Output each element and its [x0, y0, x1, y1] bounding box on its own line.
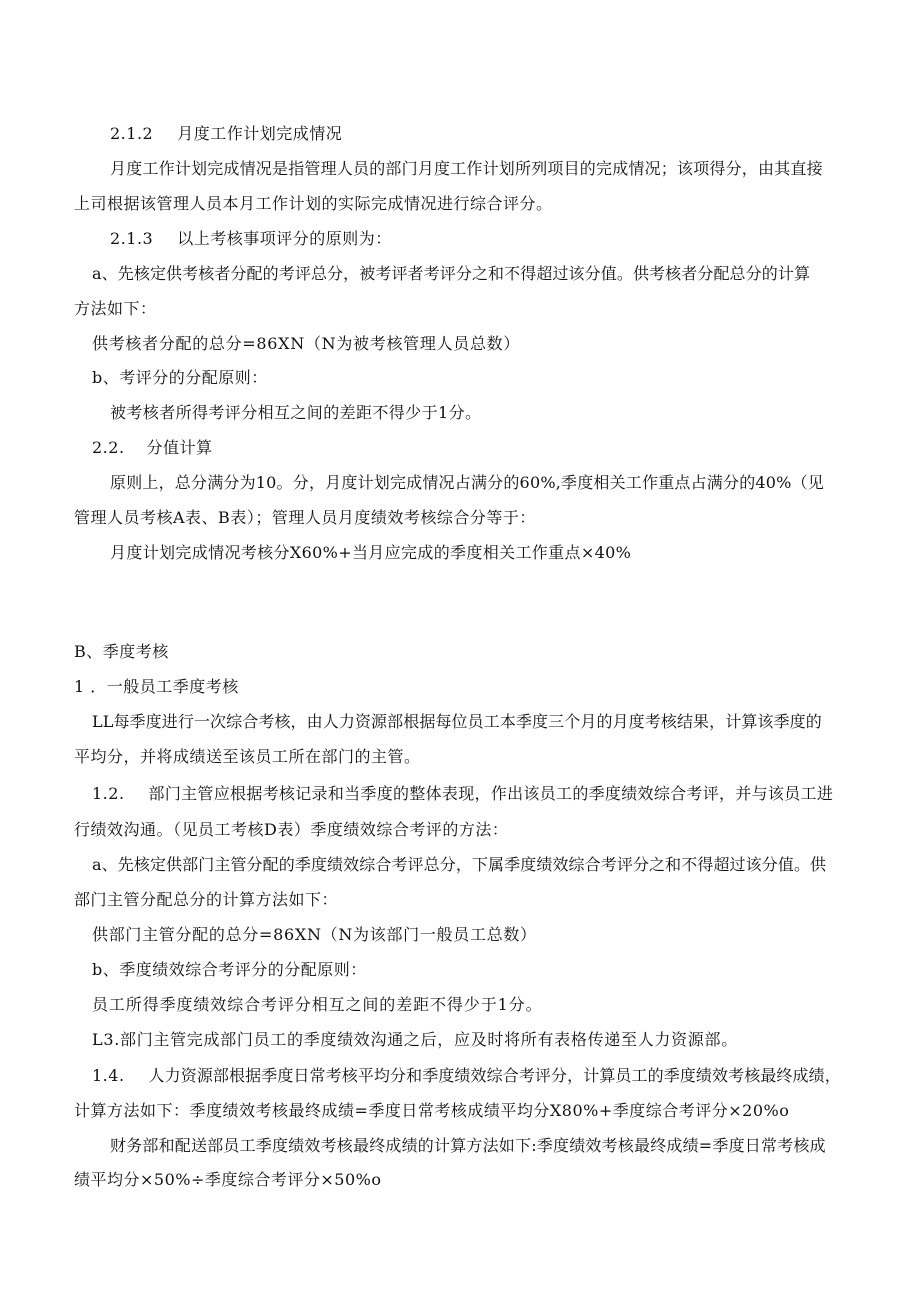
paragraph-line: a、先核定供部门主管分配的季度绩效综合考评总分，下属季度绩效综合考评分之和不得超过该分值。供: [92, 855, 827, 874]
paragraph-line: b、考评分的分配原则：: [92, 368, 268, 387]
paragraph-line: 原则上，总分满分为10。分，月度计划完成情况占满分的60%,季度相关工作重点占满分的40%（见: [110, 473, 824, 492]
section-heading: 以上考核事项评分的原则为：: [177, 229, 392, 248]
paragraph-line: [92, 1066, 841, 1086]
sub-title: 1 ．一般员工季度考核: [74, 677, 239, 696]
section-number: 2.2.: [92, 438, 125, 457]
item-text: 部门主管应根据考核记录和当季度的整体表现，作出该员工的季度绩效综合考评，并与该员工进: [148, 784, 834, 803]
item-number: 1.4.: [92, 1066, 125, 1085]
section-heading: 分值计算: [146, 438, 213, 457]
paragraph-line: 绩平均分×50%÷季度综合考评分×50%o: [74, 1170, 382, 1189]
paragraph-line: 部门主管分配总分的计算方法如下：: [74, 890, 339, 909]
paragraph-line: 月度工作计划完成情况是指管理人员的部门月度工作计划所列项目的完成情况；该项得分，由其直接: [110, 159, 823, 178]
formula-line: 月度计划完成情况考核分X60%+当月应完成的季度相关工作重点×40%: [110, 543, 632, 562]
formula-line: 供部门主管分配的总分=86XN（N为该部门一般员工总数）: [92, 925, 537, 944]
paragraph-line: L3.部门主管完成部门员工的季度绩效沟通之后，应及时将所有表格传递至人力资源部。: [92, 1030, 738, 1049]
paragraph-line: [92, 784, 833, 804]
item-number: 1.2.: [92, 784, 125, 803]
item-text: 人力资源部根据季度日常考核平均分和季度绩效综合考评分，计算员工的季度绩效考核最终成绩，: [148, 1066, 841, 1085]
paragraph-line: a、先核定供考核者分配的考评总分，被考评者考评分之和不得超过该分值。供考核者分配总分的计算: [92, 264, 811, 283]
paragraph-line: 平均分，并将成绩送至该员工所在部门的主管。: [74, 747, 421, 766]
paragraph-line: 被考核者所得考评分相互之间的差距不得少于1分。: [110, 403, 482, 422]
heading-2-1-2: [110, 124, 342, 144]
section-number: 2.1.2: [110, 124, 154, 143]
formula-line: 供考核者分配的总分=86XN（N为被考核管理人员总数）: [92, 334, 521, 353]
heading-2-1-3: [110, 229, 392, 249]
paragraph-line: 行绩效沟通。（见员工考核D表）季度绩效综合考评的方法：: [74, 820, 509, 839]
heading-2-2: [92, 438, 213, 458]
paragraph-line: 财务部和配送部员工季度绩效考核最终成绩的计算方法如下:季度绩效考核最终成绩=季度日常考核成: [110, 1136, 826, 1155]
paragraph-line: 员工所得季度绩效综合考评分相互之间的差距不得少于1分。: [92, 995, 543, 1014]
paragraph-line: b、季度绩效综合考评分的分配原则：: [92, 960, 367, 979]
paragraph-line: 方法如下：: [74, 299, 157, 318]
section-heading: 月度工作计划完成情况: [177, 124, 343, 143]
paragraph-line: 管理人员考核A表、B表）；管理人员月度绩效考核综合分等于：: [74, 508, 536, 527]
paragraph-line: 计算方法如下：季度绩效考核最终成绩=季度日常考核成绩平均分X80%+季度综合考评分×20%o: [74, 1101, 790, 1120]
paragraph-line: 上司根据该管理人员本月工作计划的实际完成情况进行综合评分。: [74, 194, 553, 213]
paragraph-line: LL每季度进行一次综合考核，由人力资源部根据每位员工本季度三个月的月度考核结果，计算该季度的: [92, 712, 822, 731]
section-number: 2.1.3: [110, 229, 154, 248]
section-title: B、季度考核: [74, 642, 169, 661]
